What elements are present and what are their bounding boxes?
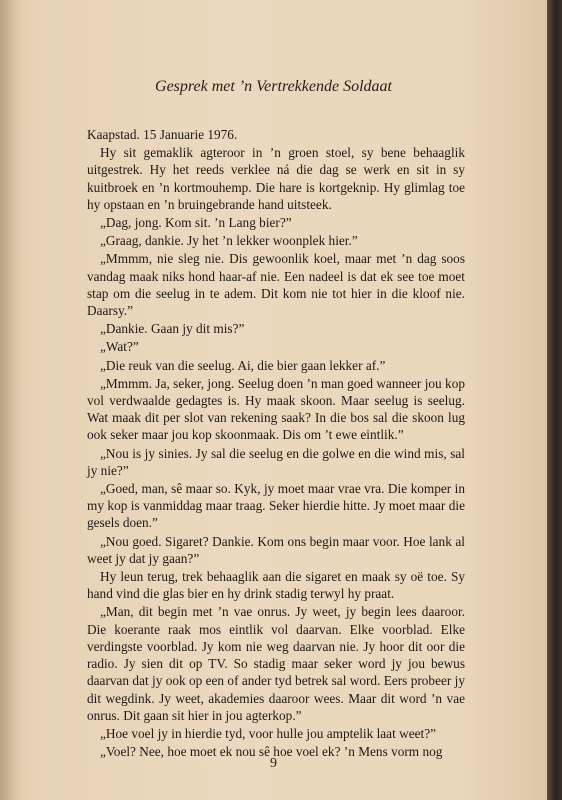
paragraph: „Graag, dankie. Jy het ’n lekker woonplek hier.” xyxy=(100,233,358,249)
paragraph: „Wat?” xyxy=(100,339,139,355)
paragraph: Kaapstad. 15 Januarie 1976. xyxy=(87,127,238,142)
paragraph: „Dag, jong. Kom sit. ’n Lang bier?” xyxy=(100,215,292,231)
paragraph: „Nou is jy sinies. Jy sal die seelug en die golwe en die wind mis, sal jy nie?” xyxy=(87,445,465,478)
paragraph: „Die reuk van die seelug. Ai, die bier gaan lekker af.” xyxy=(100,357,386,373)
body-text xyxy=(87,126,465,760)
paragraph: „Man, dit begin met ’n vae onrus. Jy weet, jy begin lees daaroor. Die koerante raak mos eintlik vol daarvan. Elke voorblad. Elke verdingste voorblad. Jy kom nie weg daarvan nie. Jy hoor dit oor die radio. Jy sien dit op TV. So stadig maar seker word jy jou bewus daarvan dat jy ook op een of ander tyd betrek sal word. Eers probeer jy dit wegdink. Jy weet, akademies daaroor wees. Maar dit word ’n vae onrus. Dit gaan sit hier in jou agterkop.” xyxy=(87,604,465,723)
paragraph: „Goed, man, sê maar so. Kyk, jy moet maar vrae vra. Die komper in my kop is vanmiddag maar traag. Seker hierdie hitte. Jy moet maar die gesels doen.” xyxy=(87,481,465,531)
paragraph: Hy leun terug, trek behaaglik aan die sigaret en maak sy oë toe. Sy hand vind die glas bier en hy drink stadig terwyl hy praat. xyxy=(87,569,465,602)
page-number: 9 xyxy=(270,756,277,771)
paragraph: Hy sit gemaklik agteroor in ’n groen stoel, sy bene behaaglik uitgestrek. Hy het reeds verklee ná die dag se werk en sit in sy kuitbroek en ’n kortmouhemp. Die hare is kortgeknip. Hy glimlag toe hy opstaan en ’n bruingebrande hand uitsteek. xyxy=(87,145,465,212)
chapter-title: Gesprek met ’n Vertrekkende Soldaat xyxy=(155,78,392,95)
book-edge xyxy=(547,0,562,800)
gutter-shadow xyxy=(0,0,18,800)
paragraph: „Mmmm. Ja, seker, jong. Seelug doen ’n man goed wanneer jou kop vol verdwaalde gedagtes is. Hy maak skoon. Maar seelug is seelug. Wat maak dit per slot van rekening saak? In die bos sal die skoon lug ook seker maar jou kop skoonmaak. Dis om ’t ewe eintlik.” xyxy=(87,375,465,443)
paragraph: „Mmmm, nie sleg nie. Dis gewoonlik koel, maar met ’n dag soos vandag maak niks hond haar-af nie. Een nadeel is dat ek see toe moet stap om die seelug in te adem. Dit kom nie tot hier in die kloof nie. Daarsy.” xyxy=(87,251,465,319)
paragraph: „Dankie. Gaan jy dit mis?” xyxy=(100,321,245,337)
paragraph: „Nou goed. Sigaret? Dankie. Kom ons begin maar voor. Hoe lank al weet jy dat jy gaan?” xyxy=(87,533,465,566)
paragraph: „Voel? Nee, hoe moet ek nou sê hoe voel ek? ’n Mens vorm nog xyxy=(100,744,443,760)
paragraph: „Hoe voel jy in hierdie tyd, voor hulle jou amptelik laat weet?” xyxy=(100,725,437,741)
